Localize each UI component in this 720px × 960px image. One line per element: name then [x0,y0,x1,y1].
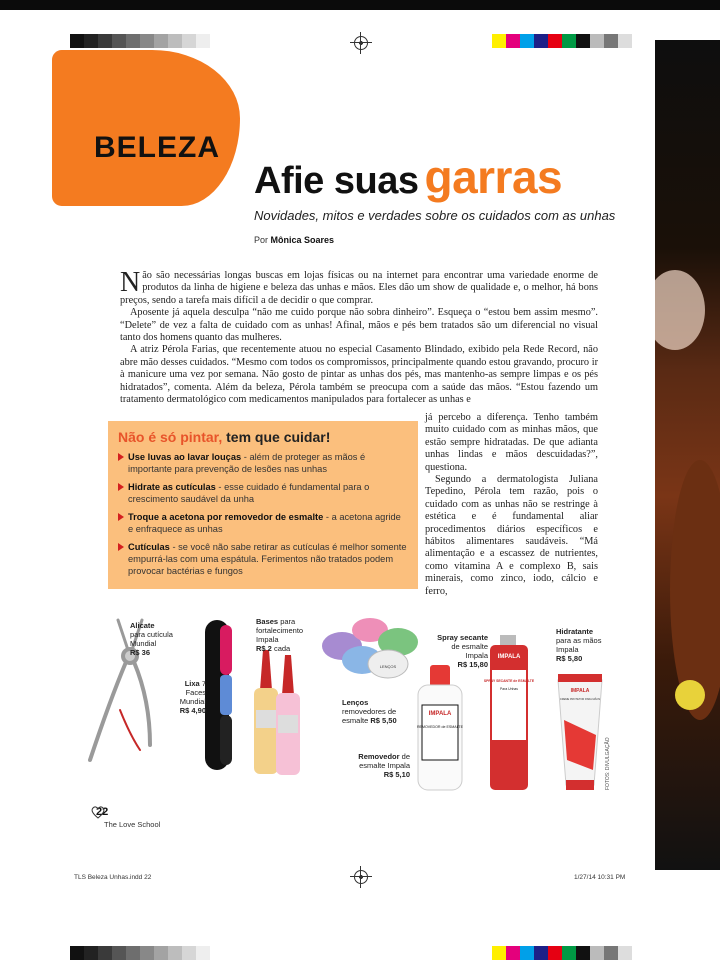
registration-mark-top [354,36,368,50]
adjacent-page-photo [655,40,720,870]
svg-text:LENÇOS: LENÇOS [379,664,397,669]
base-coat-bottles-image [254,650,300,775]
polish-remover-image [417,665,464,790]
product-label-spray: Spray secante de esmalte Impala R$ 15,80 [437,633,488,669]
svg-text:IMPALA: IMPALA [428,711,452,717]
registration-mark-bottom [354,870,368,884]
svg-text:Para Unhas: Para Unhas [500,687,518,691]
section-label: BELEZA [94,131,220,164]
color-bar-bottom [492,946,632,960]
file-slug: TLS Beleza Unhas.indd 22 [74,874,152,881]
product-label-bases: Bases para fortalecimento Impala R$ 2 cada [256,617,304,653]
top-crop-band [0,0,720,10]
article-body-column [425,412,598,598]
svg-text:CREME PROTETOR PARA MÃOS: CREME PROTETOR PARA MÃOS [559,698,601,701]
paragraph-5: Segundo a dermatologista Juliana Tepedino, Pérola tem razão, pois o cuidado com as unhas não se restringe à estética e é fundamental aliar procedimentos diários específicos e hábitos alimentares saudáveis. “Má alimentação e a escassez de nutrientes, como vitamina A e complexo B, sais minerais, como zinco, iodo, cálcio e ferro, [425,474,598,597]
hand-cream-image [558,674,602,790]
product-label-removedor: Removedor de esmalte Impala R$ 5,10 [358,752,410,779]
publication-name: The Love School [104,820,161,829]
print-date: 1/27/14 10:31 PM [574,874,626,881]
page-number: 22 [96,806,109,818]
drying-spray-image [484,635,535,790]
article-title [254,150,562,204]
tip-item: Use luvas ao lavar louças - além de proteger as mãos é importante para prevenção de lesões nas unhas [118,451,408,475]
tips-box [108,421,418,589]
product-label-lencos: Lenços removedores de esmalte R$ 5,50 [342,698,397,725]
paragraph-3: A atriz Pérola Farias, que recentemente atuou no especial Casamento Blindado, exibido pela Rede Record, não abre mão desses cuidados. “Mesmo com todos os compromissos, principalmente quando estou gravando, procuro ir à manicure uma vez por semana. Não gosto de pintar as unhas dos pés, mas mantenho-as sempre limpas e os pés hidratados”, comenta. Além da beleza, Pérola também se preocupa com a saúde das mãos. “Estou fazendo um tratamento dermatológico com medicamentos manipulados para fortalecer as unhas e [120,344,598,406]
paragraph-1: Não são necessárias longas buscas em lojas físicas ou na internet para encontrar uma variedade enorme de produtos da linha de higiene e beleza das unhas e mãos. Eles dão um show de qualidade e, o melhor, há bons preços, sendo a tarefa mais difícil a de decidir o que comprar. [120,267,598,306]
svg-text:IMPALA: IMPALA [497,654,521,660]
photo-credit: FOTOS: DIVULGAÇÃO [605,737,611,790]
remover-wipes-image [322,618,418,678]
svg-text:SPRAY SECANTE de ESMALTE: SPRAY SECANTE de ESMALTE [483,679,535,683]
svg-text:REMOVEDOR de ESMALTE: REMOVEDOR de ESMALTE [416,725,464,729]
article-body-top [120,267,598,406]
paragraph-2: Aposente já aquela desculpa “não me cuido porque não sobra dinheiro”. Esqueça o “estou bem assim mesmo”. “Delete” de vez a falta de cuidado com as unhas! Afinal, mãos e pés bem tratados são um diferencial no visual tanto dos homens quanto das mulheres. [120,307,598,344]
title-main: Afie suas [254,160,419,202]
nail-file-image [205,620,232,770]
paragraph-4: já percebo a diferença. Tenho também muito cuidado com as minhas mãos, que estão sempre hidratadas. De que adianta unhas lindas e mãos descuidadas?”, questiona. [425,412,598,473]
tips-box-title: Não é só pintar, tem que cuidar! [118,429,331,445]
article-subtitle: Novidades, mitos e verdades sobre os cuidados com as unhas [254,208,616,223]
author-name: Mônica Soares [270,235,335,245]
section-blob [52,50,240,206]
title-accent: garras [424,151,563,203]
tip-item: Hidrate as cutículas - esse cuidado é fundamental para o crescimento saudável da unha [118,481,408,505]
drop-cap: N [120,267,141,298]
color-bar-top [492,34,632,48]
tip-item: Troque a acetona por removedor de esmalte - a acetona agride e enfraquece as unhas [118,511,408,535]
grayscale-bar-bottom [70,946,210,960]
product-label-alicate: Alicate para cutícula Mundial R$ 36 [130,621,173,657]
grayscale-bar-top [70,34,210,48]
product-label-hidratante: Hidratante para as mãos Impala R$ 5,80 [556,627,602,663]
tip-item: Cutículas - se você não sabe retirar as cutículas é melhor somente empurrá-las com uma espátula. Ferimentos não tratados podem provocar bactérias e fungos [118,541,408,577]
product-label-lixa: Lixa 7 Faces Mundial R$ 4,90 [179,679,206,715]
svg-text:IMPALA: IMPALA [570,688,590,694]
footer-heart-icon [90,804,109,820]
byline: Por Mônica Soares [254,235,335,245]
